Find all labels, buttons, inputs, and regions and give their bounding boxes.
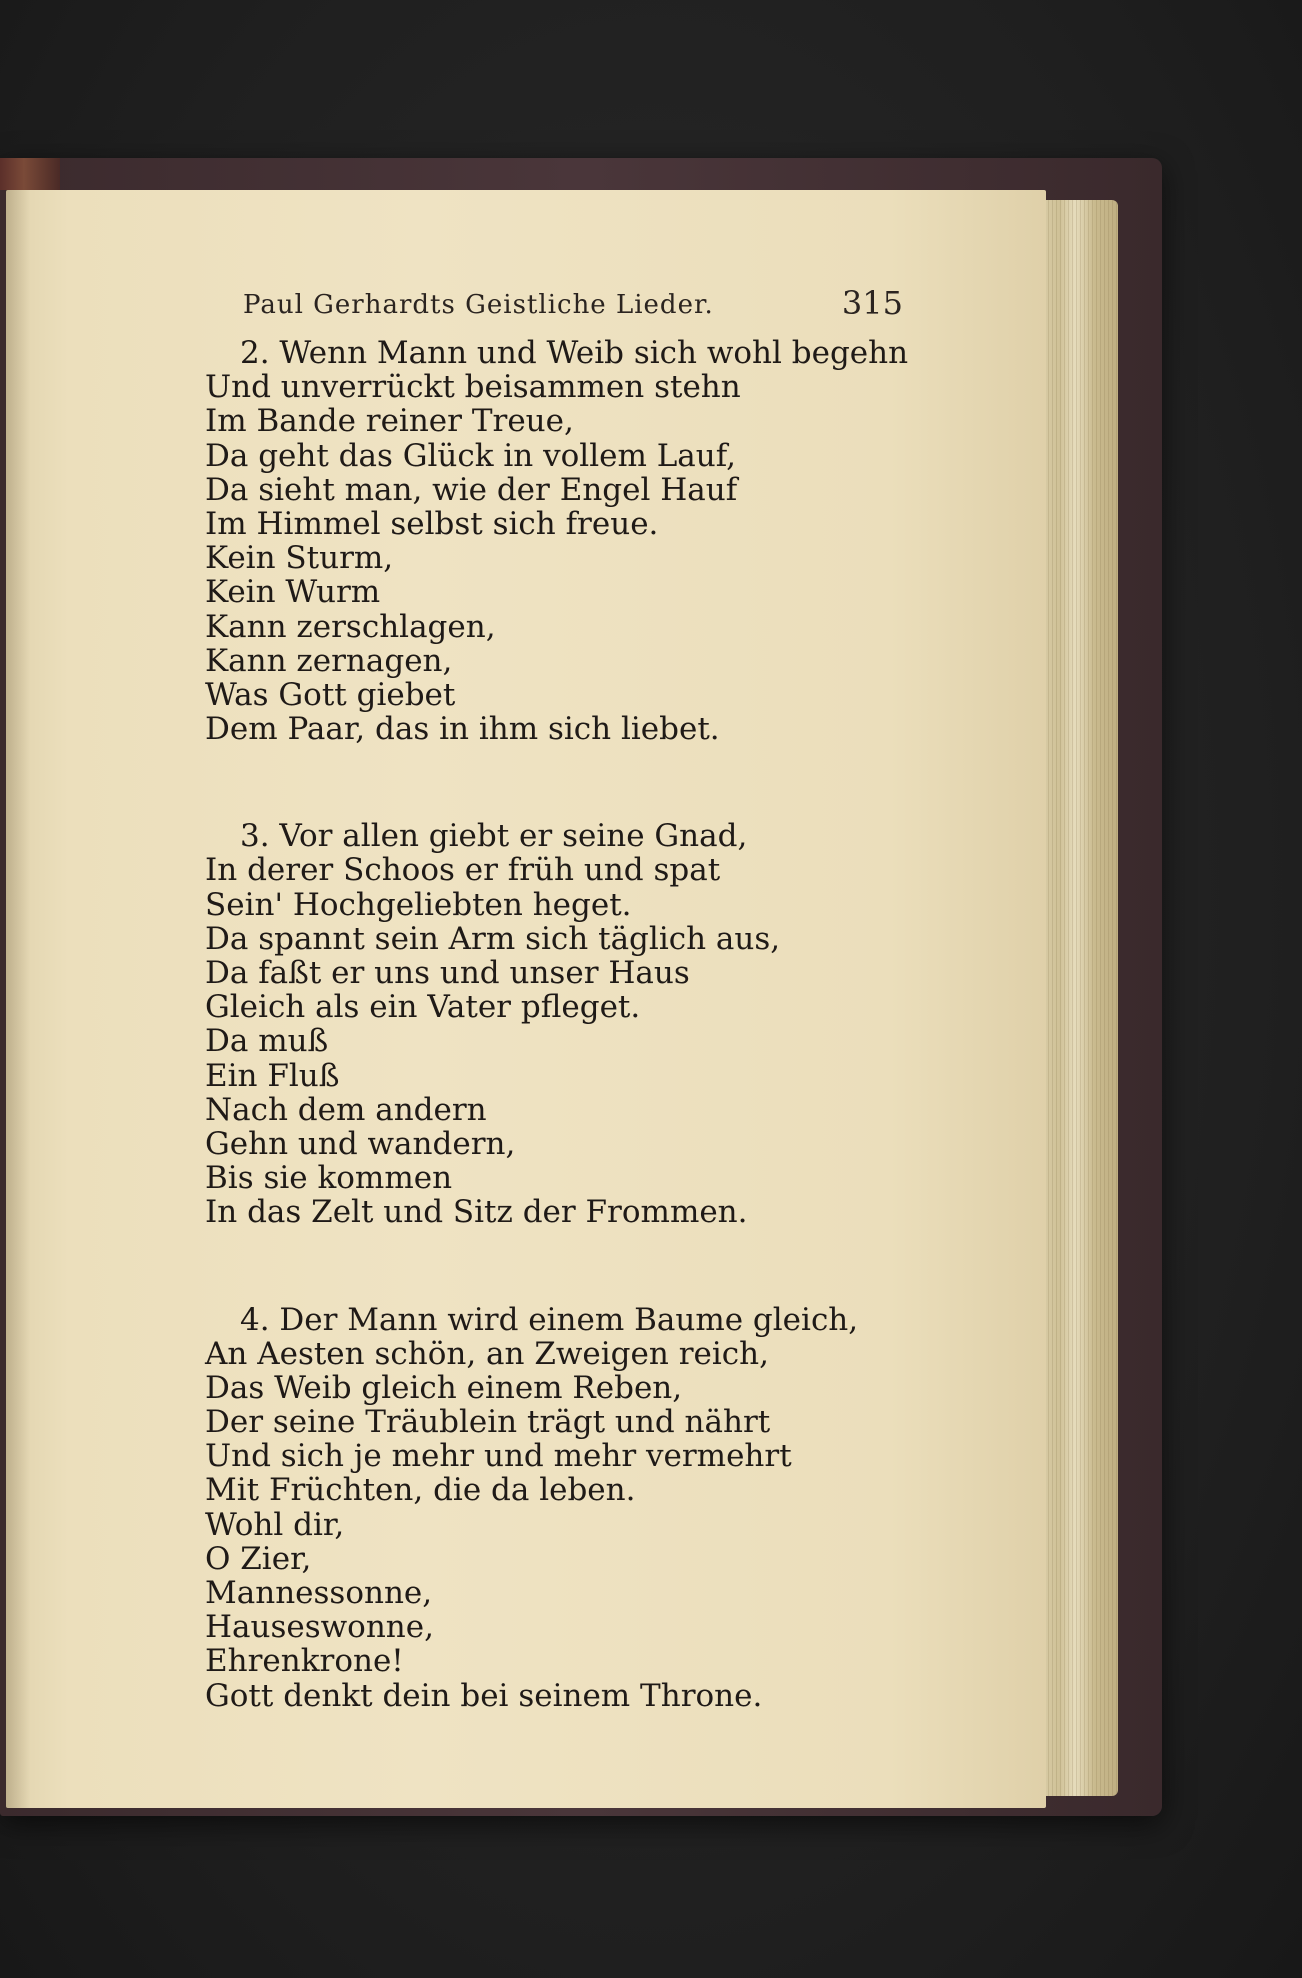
verse-line: Im Himmel selbst sich freue. [205, 505, 659, 542]
verse-line: Im Bande reiner Treue, [205, 403, 574, 440]
gutter-shadow [6, 190, 30, 1808]
verse-line: In das Zelt und Sitz der Frommen. [205, 1194, 748, 1231]
stanza-2 [205, 336, 1055, 746]
verse-line: Da faßt er uns und unser Haus [205, 955, 690, 991]
cover-corner [0, 158, 60, 190]
hymn-text [205, 336, 1055, 1786]
running-head [243, 284, 903, 328]
verse-line: Gleich als ein Vater pfleget. [205, 989, 641, 1026]
verse-line: Wohl dir, [205, 1506, 345, 1543]
verse-line: An Aesten schön, an Zweigen reich, [205, 1335, 769, 1372]
verse-line: Hauseswonne, [205, 1609, 434, 1646]
verse-line: In derer Schoos er früh und spat [205, 852, 721, 889]
verse-line: Da muß [205, 1023, 329, 1060]
verse-line: Und sich je mehr und mehr vermehrt [205, 1438, 792, 1475]
stanza-3 [205, 819, 1055, 1229]
running-head-title: Paul Gerhardts Geistliche Lieder. [243, 290, 714, 320]
verse-line: O Zier, [205, 1540, 312, 1577]
verse-line: Was Gott giebet [205, 676, 456, 713]
verse-line: Gehn und wandern, [205, 1125, 516, 1162]
verse-line: Kein Sturm, [205, 540, 394, 577]
verse-line: Da geht das Glück in vollem Lauf, [205, 437, 736, 474]
verse-line: Sein' Hochgeliebten heget. [205, 886, 632, 923]
stanza-4 [205, 1303, 1055, 1713]
verse-line: Da spannt sein Arm sich täglich aus, [205, 920, 781, 957]
verse-line: Bis sie kommen [205, 1160, 453, 1197]
verse-line: 2. Wenn Mann und Weib sich wohl begehn [240, 335, 909, 371]
verse-line: Dem Paar, das in ihm sich liebet. [205, 711, 720, 748]
verse-line: Gott denkt dein bei seinem Throne. [205, 1677, 763, 1714]
verse-line: Mannessonne, [205, 1575, 433, 1611]
verse-line: Kein Wurm [205, 574, 381, 611]
verse-line: Ein Fluß [205, 1057, 340, 1094]
verse-line: Kann zernagen, [205, 642, 453, 679]
verse-line: Der seine Träublein trägt und nährt [205, 1404, 771, 1441]
verse-line: Da sieht man, wie der Engel Hauf [205, 471, 738, 508]
verse-line: Das Weib gleich einem Reben, [205, 1369, 683, 1406]
verse-line: Kann zerschlagen, [205, 608, 496, 645]
verse-line: Mit Früchten, die da leben. [205, 1472, 636, 1509]
page-number: 315 [841, 284, 903, 322]
verse-line: 4. Der Mann wird einem Baume gleich, [240, 1301, 859, 1338]
verse-line: Nach dem andern [205, 1091, 487, 1128]
verse-line: 3. Vor allen giebt er seine Gnad, [240, 818, 748, 855]
verse-line: Und unverrückt beisammen stehn [205, 369, 741, 406]
verse-line: Ehrenkrone! [205, 1643, 404, 1680]
